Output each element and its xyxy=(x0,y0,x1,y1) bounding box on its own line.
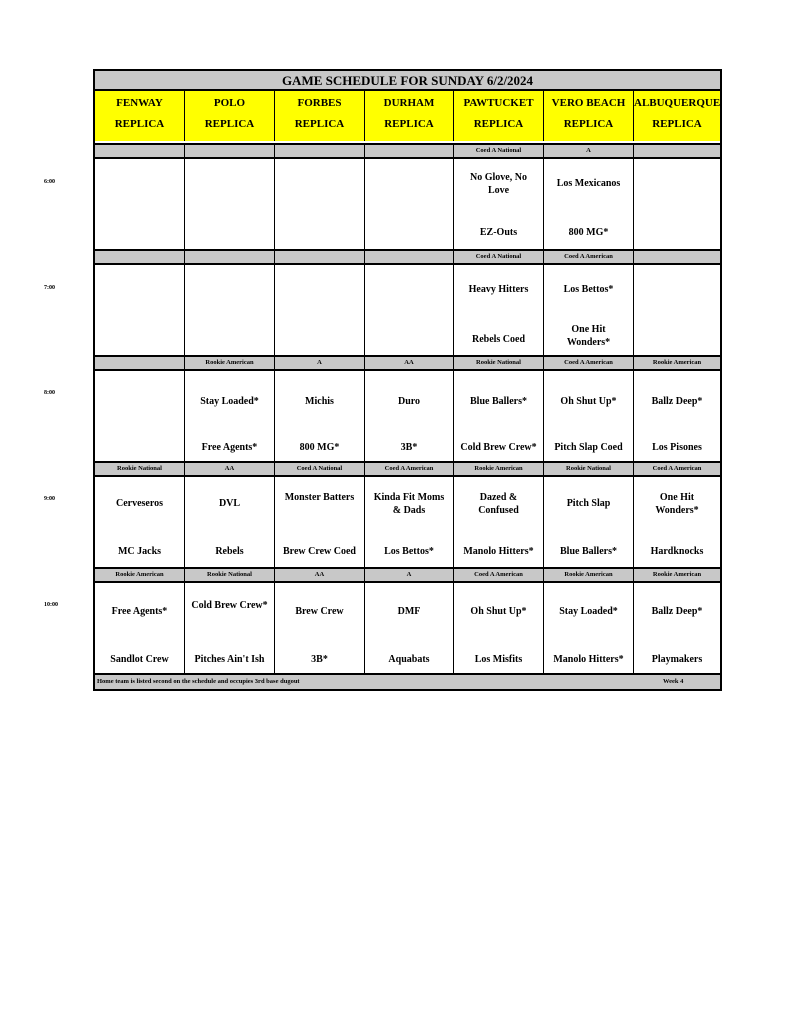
schedule-sheet xyxy=(93,69,722,691)
away-team: Kinda Fit Moms & Dads xyxy=(373,492,445,516)
game-cell xyxy=(454,583,544,673)
division-band xyxy=(95,249,720,265)
division-label xyxy=(275,145,365,157)
home-team: Rebels Coed xyxy=(471,334,526,345)
away-team: DVL xyxy=(218,498,241,509)
field-subtitle: REPLICA xyxy=(114,118,165,130)
division-label: Rookie American xyxy=(454,463,544,475)
away-team: Monster Batters xyxy=(284,492,355,503)
game-cell xyxy=(185,371,275,461)
home-team: Blue Ballers* xyxy=(560,546,617,557)
game-cell xyxy=(95,265,185,355)
game-cell xyxy=(95,371,185,461)
home-team: Playmakers xyxy=(651,654,703,665)
field-header xyxy=(544,91,634,141)
game-cell xyxy=(544,477,634,567)
field-subtitle: REPLICA xyxy=(563,118,614,130)
division-label: Coed A American xyxy=(365,463,454,475)
away-team: Los Mexicanos xyxy=(556,178,621,189)
division-label: A xyxy=(544,145,634,157)
division-label: Coed A American xyxy=(652,465,702,472)
division-label: Rookie National xyxy=(544,463,634,475)
away-team: Oh Shut Up* xyxy=(470,606,527,617)
division-label: Rookie American xyxy=(544,569,634,581)
away-team: No Glove, No Love xyxy=(470,172,527,196)
field-header xyxy=(275,91,365,141)
division-label xyxy=(95,357,185,369)
home-team: Pitches Ain't Ish xyxy=(194,654,265,665)
footer-note: Home team is listed second on the schedule and occupies 3rd base dugout xyxy=(97,678,300,685)
division-label xyxy=(365,251,454,263)
game-cell xyxy=(634,159,720,249)
game-cell xyxy=(634,477,720,567)
game-cell xyxy=(365,477,454,567)
field-header xyxy=(454,91,544,141)
division-label: Rookie American xyxy=(95,569,185,581)
field-name: PAWTUCKET xyxy=(463,97,534,109)
field-subtitle: REPLICA xyxy=(294,118,345,130)
time-label: 7:00 xyxy=(44,285,55,291)
division-label: Coed A National xyxy=(454,145,544,157)
home-team: MC Jacks xyxy=(117,546,162,557)
home-team: Manolo Hitters* xyxy=(553,654,624,665)
footer-week: Week 4 xyxy=(663,678,684,685)
home-team: 3B* xyxy=(311,654,328,665)
game-cell xyxy=(454,371,544,461)
game-cell xyxy=(634,583,720,673)
away-team: Stay Loaded* xyxy=(559,606,618,617)
footer-bar xyxy=(95,673,720,689)
game-cell xyxy=(275,159,365,249)
away-team: Dazed & Confused xyxy=(478,492,519,516)
away-team: Cold Brew Crew* xyxy=(191,600,268,611)
away-team: Heavy Hitters xyxy=(468,284,529,295)
game-cell xyxy=(544,583,634,673)
game-cell xyxy=(365,583,454,673)
away-team: Pitch Slap xyxy=(566,498,611,509)
division-band xyxy=(95,567,720,583)
away-team: One Hit Wonders* xyxy=(655,492,699,516)
home-team: EZ-Outs xyxy=(479,227,518,238)
division-label xyxy=(634,145,720,157)
game-cell xyxy=(95,583,185,673)
home-team: 800 MG* xyxy=(568,227,609,238)
field-name: ALBUQUERQUE xyxy=(634,97,721,109)
field-name: FORBES xyxy=(297,97,342,109)
field-header xyxy=(365,91,454,141)
game-cell xyxy=(454,477,544,567)
away-team: Brew Crew xyxy=(295,606,344,617)
away-team: Cerveseros xyxy=(115,498,164,509)
game-cell xyxy=(275,265,365,355)
home-team: Hardknocks xyxy=(650,546,704,557)
game-cell xyxy=(454,265,544,355)
time-label: 6:00 xyxy=(44,179,55,185)
home-team: Free Agents* xyxy=(201,442,258,453)
away-team: Free Agents* xyxy=(111,606,168,617)
division-label xyxy=(634,251,720,263)
division-band xyxy=(95,461,720,477)
division-label: Coed A American xyxy=(544,251,634,263)
game-cell xyxy=(634,371,720,461)
division-label: Rookie National xyxy=(185,569,275,581)
division-label xyxy=(185,145,275,157)
field-header xyxy=(634,91,720,141)
field-subtitle: REPLICA xyxy=(204,118,255,130)
field-header xyxy=(95,91,185,141)
division-band xyxy=(95,355,720,371)
home-team: 3B* xyxy=(400,442,418,453)
field-subtitle: REPLICA xyxy=(473,118,524,130)
division-label: AA xyxy=(185,463,275,475)
game-cell xyxy=(275,371,365,461)
division-band xyxy=(95,143,720,159)
home-team: Aquabats xyxy=(388,654,430,665)
game-cell xyxy=(544,371,634,461)
field-name: DURHAM xyxy=(383,97,435,109)
away-team: Los Bettos* xyxy=(563,284,614,295)
home-team: Rebels xyxy=(215,546,244,557)
home-team: One Hit Wonders* xyxy=(566,324,611,348)
division-label: Rookie National xyxy=(454,357,544,369)
division-label: Coed A National xyxy=(275,463,365,475)
division-label: Coed A American xyxy=(454,569,544,581)
game-cell xyxy=(185,583,275,673)
game-cell xyxy=(185,477,275,567)
game-cell xyxy=(95,477,185,567)
game-cell xyxy=(365,371,454,461)
game-cell xyxy=(365,159,454,249)
home-team: Manolo Hitters* xyxy=(463,546,534,557)
away-team: Michis xyxy=(305,396,334,407)
division-label xyxy=(275,251,365,263)
division-label: AA xyxy=(365,357,454,369)
away-team: Ballz Deep* xyxy=(651,396,703,407)
division-label: Rookie American xyxy=(652,571,702,578)
field-name: POLO xyxy=(213,97,246,109)
field-subtitle: REPLICA xyxy=(652,118,702,130)
away-team: Stay Loaded* xyxy=(200,396,259,407)
home-team: Brew Crew Coed xyxy=(283,546,356,557)
division-label: A xyxy=(275,357,365,369)
home-team: Cold Brew Crew* xyxy=(460,442,537,453)
division-label: A xyxy=(365,569,454,581)
home-team: 800 MG* xyxy=(299,442,340,453)
field-name: FENWAY xyxy=(116,97,163,109)
division-label: Coed A American xyxy=(544,357,634,369)
game-cell xyxy=(544,265,634,355)
home-team: Los Misfits xyxy=(474,654,523,665)
game-cell xyxy=(365,265,454,355)
division-label: AA xyxy=(275,569,365,581)
game-cell xyxy=(275,583,365,673)
division-label: Coed A National xyxy=(454,251,544,263)
game-cell xyxy=(275,477,365,567)
game-cell xyxy=(454,159,544,249)
home-team: Los Pisones xyxy=(652,442,702,453)
field-name: VERO BEACH xyxy=(551,97,626,109)
home-team: Los Bettos* xyxy=(384,546,434,557)
game-cell xyxy=(185,265,275,355)
home-team: Pitch Slap Coed xyxy=(554,442,623,453)
away-team: Ballz Deep* xyxy=(651,606,703,617)
schedule-title: GAME SCHEDULE FOR SUNDAY 6/2/2024 xyxy=(95,71,720,91)
time-label: 8:00 xyxy=(44,390,55,396)
home-team: Sandlot Crew xyxy=(110,654,169,665)
away-team: Blue Ballers* xyxy=(470,396,527,407)
time-label: 10:00 xyxy=(44,602,58,608)
game-cell xyxy=(95,159,185,249)
time-label: 9:00 xyxy=(44,496,55,502)
away-team: Oh Shut Up* xyxy=(560,396,617,407)
division-label xyxy=(95,251,185,263)
division-label xyxy=(95,145,185,157)
game-cell xyxy=(634,265,720,355)
division-label: Rookie American xyxy=(652,359,702,366)
game-cell xyxy=(185,159,275,249)
division-label: Rookie American xyxy=(185,357,275,369)
division-label: Rookie National xyxy=(95,463,185,475)
game-cell xyxy=(544,159,634,249)
division-label xyxy=(185,251,275,263)
away-team: Duro xyxy=(397,396,421,407)
away-team: DMF xyxy=(397,606,421,617)
field-header xyxy=(185,91,275,141)
division-label xyxy=(365,145,454,157)
field-subtitle: REPLICA xyxy=(384,118,434,130)
